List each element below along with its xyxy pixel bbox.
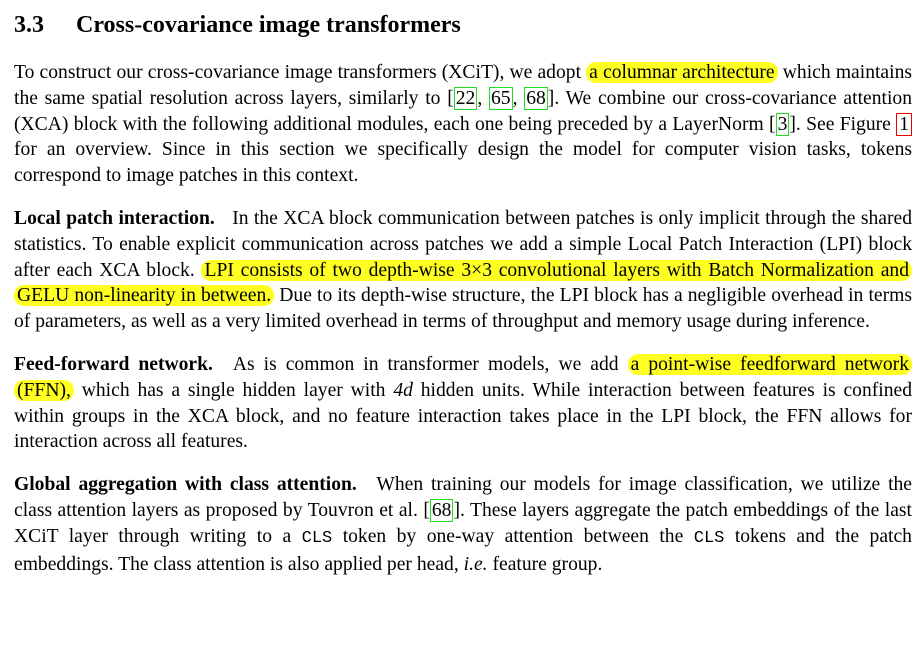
paragraph-global-aggregation: Global aggregation with class attention. When training our models for image classification, we utilize the class attention layers as proposed by Touvron et al. [ 68 ]. These layers aggregate the patch embeddings of the last XCiT layer through writing to a CLS token by one-way attention between the CLS tokens and the patch embeddings. The class attention is also applied per head, i.e. feature group. [14, 474, 913, 575]
text-run: . These layers aggregate the patch embeddings of the last XCiT layer through writing to a [14, 499, 912, 547]
text-run: tokens and the patch embeddings. The class attention is also applied per head, [14, 525, 912, 575]
text-run: As is common in transformer models, we add [232, 353, 619, 375]
code-token: CLS [301, 528, 333, 548]
highlight: a point-wise feedforward network (FFN), [14, 354, 912, 401]
paragraph-local-patch-interaction [14, 206, 912, 335]
text-run: which maintains the same spatial resolution across layers, similarly to [14, 62, 912, 109]
text-run: token by one-way attention between the [342, 525, 684, 547]
citation-link[interactable]: 68 [431, 499, 452, 521]
paragraph-heading: Local patch interaction. [14, 207, 215, 229]
citation-link[interactable]: 3 [777, 113, 788, 135]
text-run: hidden units. While interaction between features is confined within groups in the XCA block, and no feature interaction takes place in the LPI block, the FFN allows for interaction across all features. [14, 379, 913, 453]
paragraph-intro: To construct our cross-covariance image transformers (XCiT), we adopt a columnar architecture which maintains the same spatial resolution across layers, similarly to [ 22 , 65 , 68 ]. We combine our cross-covariance attention (XCA) block with the following additional modules, each one being preceded by a LayerNorm [ 3 ]. See Figure 1 for an overview. Since in this section we specifically design the model for computer vision tasks, tokens correspond to image patches in this context. [14, 62, 912, 187]
citation-link[interactable]: 22 [455, 87, 476, 109]
highlight: a columnar architecture [586, 62, 777, 83]
paragraph-heading: Global aggregation with class attention. [14, 474, 357, 496]
citation-link[interactable]: 65 [490, 87, 511, 109]
text-run: feature group. [492, 553, 603, 575]
text-run: for an overview. Since in this section we specifically design the model for computer vision tasks, tokens correspond to image patches in this context. [14, 139, 912, 187]
figure-link[interactable]: 1 [896, 113, 912, 136]
text-run: When training our models for image classification, we utilize the class attention layers as proposed by Touvron et al. [14, 474, 913, 521]
section-title: Cross-covariance image transformers [76, 12, 461, 38]
citation-link[interactable]: 68 [526, 87, 546, 109]
italic-term: i.e. [463, 553, 488, 575]
paper-page [14, 8, 912, 594]
text-run: . See Figure [795, 113, 891, 135]
paragraph-heading: Feed-forward network. [14, 353, 213, 375]
text-run: which has a single hidden layer with [81, 379, 386, 401]
section-heading [14, 8, 912, 42]
code-token: CLS [693, 528, 725, 548]
section-number: 3.3 [14, 12, 44, 38]
text-run: To construct our cross-covariance image transformers (XCiT), we adopt [14, 62, 582, 83]
text-run: . We combine our cross-covariance attention (XCA) block with the following additional modules, each one being preceded by a LayerNorm [14, 87, 912, 135]
highlight: LPI consists of two depth-wise 3×3 convolutional layers with Batch Normalization and GELU non-linearity in between. [14, 260, 912, 307]
math-term: 4d [393, 379, 413, 401]
text-run: Due to its depth-wise structure, the LPI block has a negligible overhead in terms of parameters, as well as a very limited overhead in terms of throughput and memory usage during inference. [14, 285, 912, 333]
text-run: In the XCA block communication between patches is only implicit through the shared statistics. To enable explicit communication across patches we add a simple Local Patch Interaction (LPI) block after each XCA block. [14, 207, 912, 281]
paragraph-feed-forward-network [14, 352, 912, 455]
